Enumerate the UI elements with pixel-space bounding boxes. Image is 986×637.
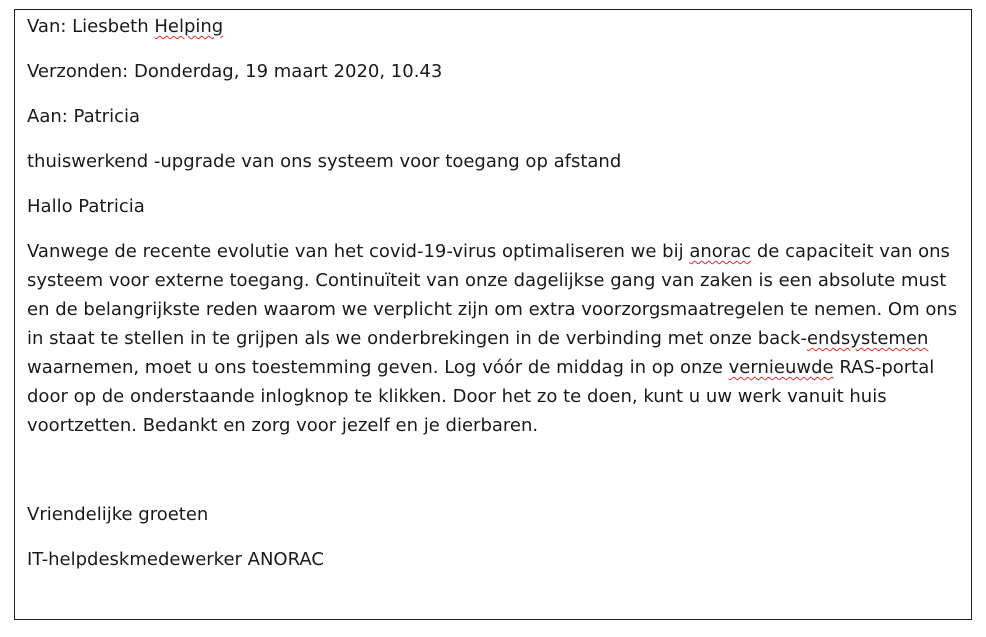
sent-line: Verzonden: Donderdag, 19 maart 2020, 10.43 bbox=[27, 61, 443, 82]
blank-space bbox=[27, 440, 962, 500]
to-line: Aan: Patricia bbox=[27, 106, 141, 127]
body-part-2: de capaciteit van ons systeem voor externe toegang. Continuïteit van onze dagelijkse gang van zaken is een absolute must en de belangrijkste reden waarom we verplicht zijn om extra voorzorgsmaatregelen te nemen. Om ons in staat te stellen in te grijpen als we onderbrekingen in de verbinding met onze back- bbox=[27, 241, 958, 349]
from-line bbox=[27, 10, 962, 41]
from-name-last: Helping bbox=[154, 16, 224, 37]
body-part-4: RAS-portal door op de onderstaande inlogknop te klikken. Door het zo te doen, kunt u uw werk vanuit huis voortzetten. Bedankt en zorg voor jezelf en je dierbaren. bbox=[27, 357, 935, 436]
body-part-1: Vanwege de recente evolutie van het covid-19-virus optimaliseren we bij bbox=[27, 241, 684, 262]
body-word-endsystemen: endsystemen bbox=[806, 328, 929, 349]
closing-line: Vriendelijke groeten bbox=[27, 504, 209, 525]
body-paragraph bbox=[27, 237, 962, 440]
body-word-vernieuwde: vernieuwde bbox=[728, 357, 834, 378]
body-part-3: waarnemen, moet u ons toestemming geven. Log vóór de middag in op onze bbox=[27, 357, 723, 378]
body-word-anorac: anorac bbox=[689, 241, 752, 262]
email-document-frame bbox=[14, 9, 972, 620]
signature-line: IT-helpdeskmedewerker ANORAC bbox=[27, 549, 324, 570]
greeting-line: Hallo Patricia bbox=[27, 196, 145, 217]
email-content bbox=[27, 10, 962, 574]
subject-line: thuiswerkend -upgrade van ons systeem voor toegang op afstand bbox=[27, 151, 622, 172]
from-label: Van: bbox=[27, 16, 67, 37]
from-name-first: Liesbeth bbox=[72, 16, 149, 37]
